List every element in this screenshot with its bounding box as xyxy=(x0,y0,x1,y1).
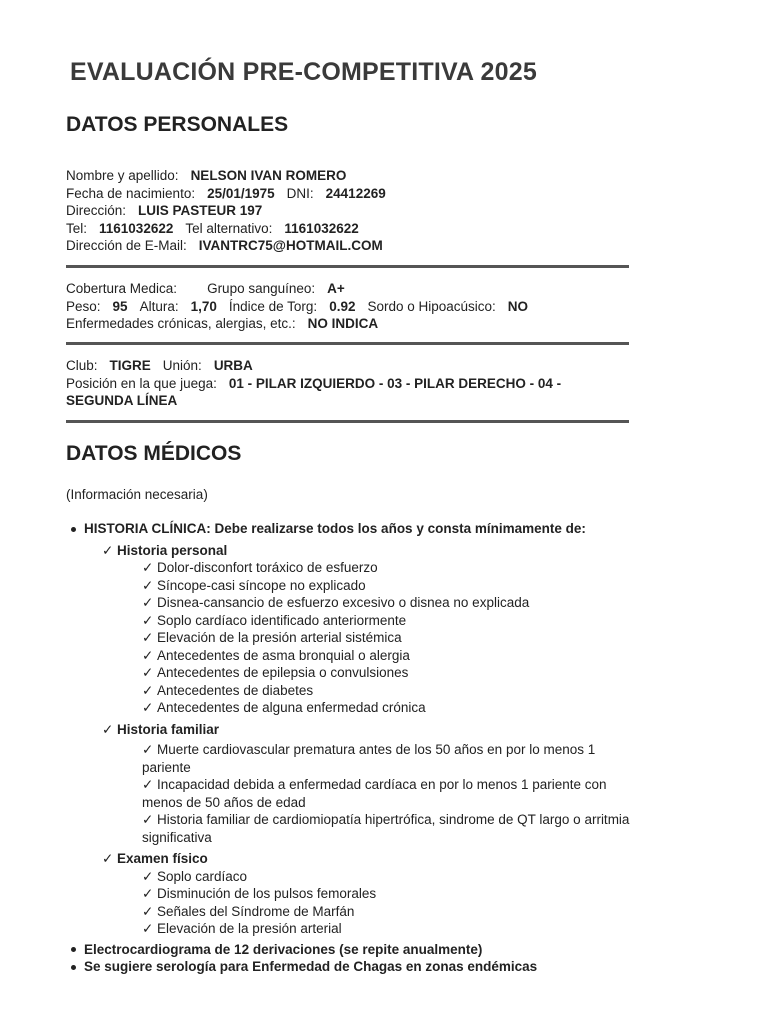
list-item xyxy=(66,682,636,700)
dni-value: 24412269 xyxy=(325,185,386,201)
list-item xyxy=(66,559,636,577)
union-label: Unión: xyxy=(162,358,202,373)
physical-exam-label: Examen físico xyxy=(117,851,208,866)
list-item-text: Dolor-disconfort toráxico de esfuerzo xyxy=(157,560,378,575)
email-value: IVANTRC75@HOTMAIL.COM xyxy=(198,238,383,253)
list-item xyxy=(66,811,636,846)
personal-history-label: Historia personal xyxy=(117,542,228,558)
list-item-text: Disminución de los pulsos femorales xyxy=(157,886,377,901)
torg-value: 0.92 xyxy=(329,298,356,314)
club-data-block xyxy=(66,357,626,410)
weight-label: Peso: xyxy=(66,298,101,314)
personal-data-block xyxy=(66,167,626,255)
address-label: Dirección: xyxy=(66,203,127,218)
union-value: URBA xyxy=(213,358,253,373)
list-item xyxy=(66,741,636,776)
checkmark-icon: ✓ xyxy=(142,595,154,610)
name-row xyxy=(66,167,626,185)
list-item xyxy=(66,776,636,811)
chronic-row xyxy=(66,315,626,333)
checkmark-icon: ✓ xyxy=(142,630,154,645)
list-item xyxy=(66,903,636,921)
name-label: Nombre y apellido: xyxy=(66,168,179,183)
deaf-value: NO xyxy=(507,298,529,314)
checkmark-icon: ✓ xyxy=(142,886,154,901)
page-title: EVALUACIÓN PRE-COMPETITIVA 2025 xyxy=(70,58,537,86)
blood-value: A+ xyxy=(327,281,345,296)
list-item-text: Muerte cardiovascular prematura antes de los 50 años en por lo menos 1 pariente xyxy=(142,742,596,775)
ecg-item: Electrocardiograma de 12 derivaciones (se repite anualmente) xyxy=(84,941,483,957)
bullet-icon xyxy=(71,947,76,952)
family-history-header xyxy=(66,721,636,739)
checkmark-icon: ✓ xyxy=(142,665,154,680)
birth-label: Fecha de nacimiento: xyxy=(66,185,196,201)
blood-label: Grupo sanguíneo: xyxy=(207,281,316,296)
position-row xyxy=(66,375,626,410)
tel-label: Tel: xyxy=(66,220,88,236)
club-row xyxy=(66,357,626,375)
checkmark-icon: ✓ xyxy=(142,682,154,698)
list-item-text: Antecedentes de asma bronquial o alergia xyxy=(157,647,410,663)
weight-value: 95 xyxy=(112,298,128,314)
tel-alt-value: 1161032622 xyxy=(284,220,359,236)
list-item-text: Señales del Síndrome de Marfán xyxy=(157,903,355,919)
medical-requirements-list xyxy=(66,520,636,976)
checkmark-icon: ✓ xyxy=(142,812,154,827)
bullet-icon xyxy=(71,527,76,532)
list-item-text: Incapacidad debida a enfermedad cardíaca en por lo menos 1 pariente con menos de 50 años de edad xyxy=(142,777,607,810)
email-label: Dirección de E-Mail: xyxy=(66,238,187,253)
list-item-text: Soplo cardíaco identificado anteriormente xyxy=(157,612,407,628)
list-item xyxy=(66,699,636,717)
clinical-history-title: HISTORIA CLÍNICA: Debe realizarse todos los años y consta mínimamente de: xyxy=(84,521,586,536)
chronic-value: NO INDICA xyxy=(307,316,379,331)
list-item xyxy=(66,941,636,959)
dni-label: DNI: xyxy=(286,185,314,201)
chronic-label: Enfermedades crónicas, alergias, etc.: xyxy=(66,316,296,331)
email-row xyxy=(66,237,626,255)
checkmark-icon: ✓ xyxy=(142,700,154,715)
divider xyxy=(66,342,629,345)
bullet-icon xyxy=(71,965,76,970)
height-value: 1,70 xyxy=(190,298,217,314)
club-label: Club: xyxy=(66,358,98,373)
checkmark-icon: ✓ xyxy=(102,542,114,558)
list-item-text: Elevación de la presión arterial xyxy=(157,921,342,936)
torg-label: Índice de Torg: xyxy=(228,298,318,314)
checkmark-icon: ✓ xyxy=(142,647,154,663)
address-value: LUIS PASTEUR 197 xyxy=(138,203,263,218)
divider xyxy=(66,265,629,268)
list-item xyxy=(66,885,636,903)
personal-history-header xyxy=(66,542,636,560)
list-item xyxy=(66,612,636,630)
checkmark-icon: ✓ xyxy=(142,868,154,884)
checkmark-icon: ✓ xyxy=(142,612,154,628)
list-item-text: Síncope-casi síncope no explicado xyxy=(157,577,366,593)
tel-value: 1161032622 xyxy=(99,220,174,236)
coverage-row xyxy=(66,280,626,298)
birth-value: 25/01/1975 xyxy=(207,185,275,201)
checkmark-icon: ✓ xyxy=(142,777,154,792)
name-value: NELSON IVAN ROMERO xyxy=(190,168,347,183)
health-data-block xyxy=(66,280,626,333)
list-item xyxy=(66,958,636,976)
position-value: 01 - PILAR IZQUIERDO - 03 - PILAR DERECHO - 04 - SEGUNDA LÍNEA xyxy=(66,375,562,408)
checkmark-icon: ✓ xyxy=(142,577,154,593)
address-row xyxy=(66,202,626,220)
height-label: Altura: xyxy=(139,298,179,314)
list-item-text: Antecedentes de diabetes xyxy=(157,682,314,698)
deaf-label: Sordo o Hipoacúsico: xyxy=(367,298,496,314)
checkmark-icon: ✓ xyxy=(142,560,154,575)
list-item xyxy=(66,920,636,938)
checkmark-icon: ✓ xyxy=(102,851,114,866)
list-item-text: Historia familiar de cardiomiopatía hipertrófica, sindrome de QT largo o arritmia significativa xyxy=(142,812,630,845)
personal-data-heading: DATOS PERSONALES xyxy=(66,113,289,136)
list-item xyxy=(66,629,636,647)
list-item xyxy=(66,647,636,665)
phone-row xyxy=(66,220,626,238)
physical-exam-header xyxy=(66,850,636,868)
list-item-text: Disnea-cansancio de esfuerzo excesivo o disnea no explicada xyxy=(157,595,530,610)
chagas-item: Se sugiere serología para Enfermedad de Chagas en zonas endémicas xyxy=(84,959,538,974)
list-item-text: Antecedentes de epilepsia o convulsiones xyxy=(157,665,409,680)
checkmark-icon: ✓ xyxy=(102,721,114,737)
tel-alt-label: Tel alternativo: xyxy=(185,220,273,236)
family-history-label: Historia familiar xyxy=(117,721,220,737)
list-item-text: Antecedentes de alguna enfermedad crónica xyxy=(157,700,426,715)
divider xyxy=(66,420,629,423)
medical-data-heading: DATOS MÉDICOS xyxy=(66,442,242,465)
position-label: Posición en la que juega: xyxy=(66,375,217,391)
list-item-text: Elevación de la presión arterial sistémica xyxy=(157,630,402,645)
body-metrics-row xyxy=(66,298,626,316)
coverage-label: Cobertura Medica: xyxy=(66,281,178,296)
list-item xyxy=(66,664,636,682)
club-value: TIGRE xyxy=(109,358,151,373)
list-item-text: Soplo cardíaco xyxy=(157,868,248,884)
checkmark-icon: ✓ xyxy=(142,903,154,919)
list-item xyxy=(66,594,636,612)
checkmark-icon: ✓ xyxy=(142,742,154,757)
checkmark-icon: ✓ xyxy=(142,921,154,936)
list-item xyxy=(66,577,636,595)
list-item xyxy=(66,868,636,886)
birth-row xyxy=(66,185,626,203)
medical-note: (Información necesaria) xyxy=(66,487,208,502)
list-item xyxy=(66,520,636,538)
